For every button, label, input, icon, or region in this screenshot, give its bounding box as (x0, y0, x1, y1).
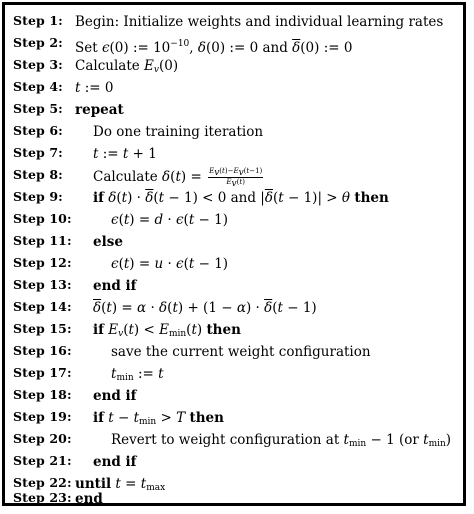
step-label: Step 10: (13, 211, 72, 226)
step-text: Revert to weight configuration at $t_{min} - 1$ (or $t_{min}$) (111, 432, 452, 449)
step-11 (5, 231, 465, 253)
step-15 (5, 319, 465, 341)
step-label: Step 7: (13, 145, 63, 160)
step-text: Begin: Initialize weights and individual learning rates (75, 14, 444, 30)
step-5 (5, 99, 465, 121)
step-18 (5, 385, 465, 407)
step-label: Step 8: (13, 167, 63, 182)
step-text: until $t = t_{max}$ (75, 476, 166, 493)
step-2 (5, 33, 465, 55)
step-text: $\overline{\delta}(t) = \alpha \cdot \delta(t) + (1 - \alpha) \cdot \overline{\delta}(t - 1)$ (93, 300, 317, 316)
step-13 (5, 275, 465, 297)
step-label: Step 23: (13, 490, 72, 505)
step-label: Step 22: (13, 475, 72, 490)
step-label: Step 1: (13, 13, 63, 28)
step-label: Step 5: (13, 101, 63, 116)
step-label: Step 21: (13, 453, 72, 468)
step-label: Step 9: (13, 189, 63, 204)
step-16 (5, 341, 465, 363)
step-text: t := 0 (75, 80, 114, 96)
step-14 (5, 297, 465, 319)
step-text: end if (93, 454, 137, 470)
step-4 (5, 77, 465, 99)
step-label: Step 16: (13, 343, 72, 358)
step-text: if $E_v(t) < E_{min}(t)$ then (93, 322, 241, 339)
step-21 (5, 451, 465, 473)
step-label: Step 6: (13, 123, 63, 138)
step-label: Step 4: (13, 79, 63, 94)
step-text: $t_{min}$ := t (111, 366, 164, 383)
step-6 (5, 121, 465, 143)
step-7 (5, 143, 465, 165)
step-text: save the current weight configuration (111, 344, 371, 360)
step-10 (5, 209, 465, 231)
step-23 (5, 488, 465, 510)
step-label: Step 17: (13, 365, 72, 380)
algorithm-box (2, 2, 466, 506)
step-text: Set ϵ(0) := $10^{-10}$, δ(0) := 0 and $\overline{\delta}(0)$ := 0 (75, 39, 353, 56)
step-20 (5, 429, 465, 451)
step-label: Step 2: (13, 35, 63, 50)
step-label: Step 13: (13, 277, 72, 292)
step-text: if $t - t_{min} > T$ then (93, 410, 224, 427)
step-text: ϵ(t) = u · ϵ(t − 1) (111, 256, 229, 272)
step-text: Calculate δ(t) = $\frac{E_v(t)-E_v(t-1)}{E_v(t)}$ (93, 167, 263, 189)
step-1 (5, 11, 465, 33)
step-3 (5, 55, 465, 77)
step-text: Do one training iteration (93, 124, 264, 140)
step-label: Step 11: (13, 233, 72, 248)
step-text: repeat (75, 102, 124, 118)
step-17 (5, 363, 465, 385)
step-label: Step 12: (13, 255, 72, 270)
step-label: Step 18: (13, 387, 72, 402)
step-9 (5, 187, 465, 209)
step-text: end (75, 491, 103, 507)
step-text: else (93, 234, 123, 250)
step-label: Step 19: (13, 409, 72, 424)
step-text: end if (93, 278, 137, 294)
step-text: if $\delta(t) \cdot \overline{\delta}(t - 1) < 0$ and $|\overline{\delta}(t - 1)| > \theta$ then (93, 190, 389, 206)
step-text: ϵ(t) = d · ϵ(t − 1) (111, 212, 229, 228)
step-label: Step 3: (13, 57, 63, 72)
step-text: Calculate $E_v(0)$ (75, 58, 179, 75)
step-12 (5, 253, 465, 275)
step-19 (5, 407, 465, 429)
step-text: end if (93, 388, 137, 404)
step-8 (5, 165, 465, 187)
step-label: Step 20: (13, 431, 72, 446)
step-label: Step 14: (13, 299, 72, 314)
step-label: Step 15: (13, 321, 72, 336)
step-text: t := t + 1 (93, 146, 157, 162)
